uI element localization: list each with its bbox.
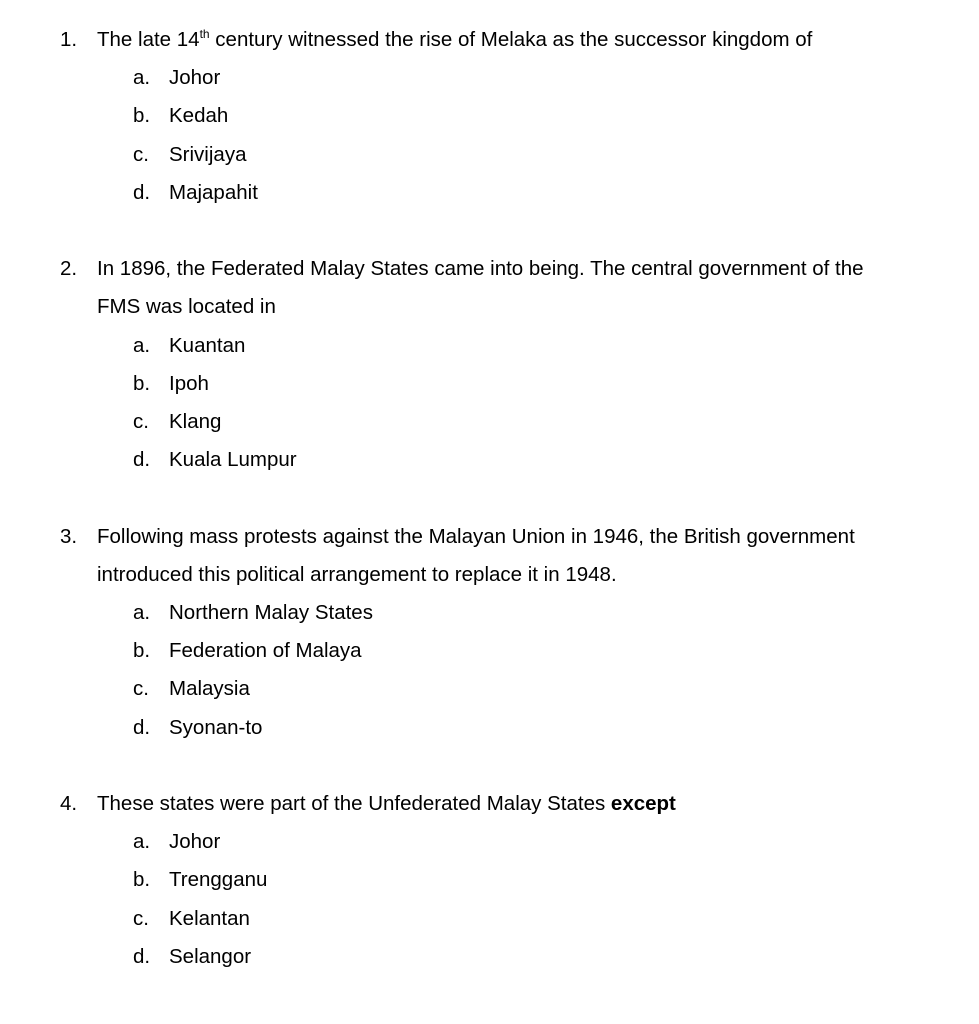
option-letter: d. [133,180,151,204]
question-number: 1. [60,28,78,51]
option[interactable] [0,938,979,976]
option-text: Syonan-to [169,715,263,739]
option[interactable] [0,97,979,135]
option[interactable] [0,365,979,403]
option-text: Ipoh [169,371,209,395]
option-text: Johor [169,66,221,90]
quiz-document [0,21,979,1014]
option[interactable] [0,709,979,747]
option[interactable] [0,900,979,938]
option-letter: a. [133,66,151,90]
question-text-part: The late 14 [97,28,200,51]
option-letter: c. [133,142,149,166]
option-text: Kelantan [169,906,250,930]
option[interactable] [0,823,979,861]
option-letter: d. [133,715,151,739]
question-text-part: These states were part of the Unfederated Malay States [97,792,611,816]
question-text [97,21,943,59]
option-letter: b. [133,104,151,128]
emphasis-except: except [610,792,676,816]
option[interactable] [0,174,979,212]
question-text-line-1: In 1896, the Federated Malay States came into being. The central government of the [97,257,864,281]
option-letter: d. [133,448,151,472]
question-stem [0,785,979,823]
question-3 [0,518,979,747]
option-letter: b. [133,639,151,663]
question-number: 4. [60,792,78,816]
option[interactable] [0,441,979,479]
option-letter: c. [133,410,149,434]
question-number: 3. [60,524,78,548]
option-text: Selangor [169,944,252,968]
option-text: Federation of Malaya [169,639,362,663]
question-2 [0,250,979,479]
option-text: Majapahit [169,180,258,204]
option-letter: d. [133,944,151,968]
question-text-part: century witnessed the rise of Melaka as the successor kingdom of [209,28,813,51]
question-stem [0,21,979,59]
option[interactable] [0,861,979,899]
option-text: Srivijaya [169,142,247,166]
question-text-line-1: Following mass protests against the Malayan Union in 1946, the British government [97,524,855,548]
option-text: Malaysia [169,677,250,701]
question-stem [0,250,979,288]
option-text: Northern Malay States [169,601,373,625]
option-letter: c. [133,677,149,701]
option-letter: c. [133,906,149,930]
option-letter: a. [133,333,151,357]
question-text-line-2: introduced this political arrangement to replace it in 1948. [97,562,617,586]
option-text: Kuala Lumpur [169,448,297,472]
ordinal-superscript: th [199,27,210,41]
option-text: Kuantan [169,333,246,357]
option[interactable] [0,632,979,670]
option-text: Kedah [169,104,229,128]
option-text: Trengganu [169,868,268,892]
option[interactable] [0,403,979,441]
question-4 [0,785,979,976]
option[interactable] [0,136,979,174]
question-text-line-2: FMS was located in [97,295,276,319]
option[interactable] [0,327,979,365]
option[interactable] [0,594,979,632]
option-letter: b. [133,371,151,395]
option[interactable] [0,59,979,97]
question-number: 2. [60,257,78,281]
question-stem [0,518,979,556]
question-1 [0,21,979,212]
option-text: Johor [169,830,221,854]
question-text [97,785,943,823]
option-letter: b. [133,868,151,892]
option[interactable] [0,670,979,708]
option-letter: a. [133,601,151,625]
option-text: Klang [169,410,222,434]
option-letter: a. [133,830,151,854]
